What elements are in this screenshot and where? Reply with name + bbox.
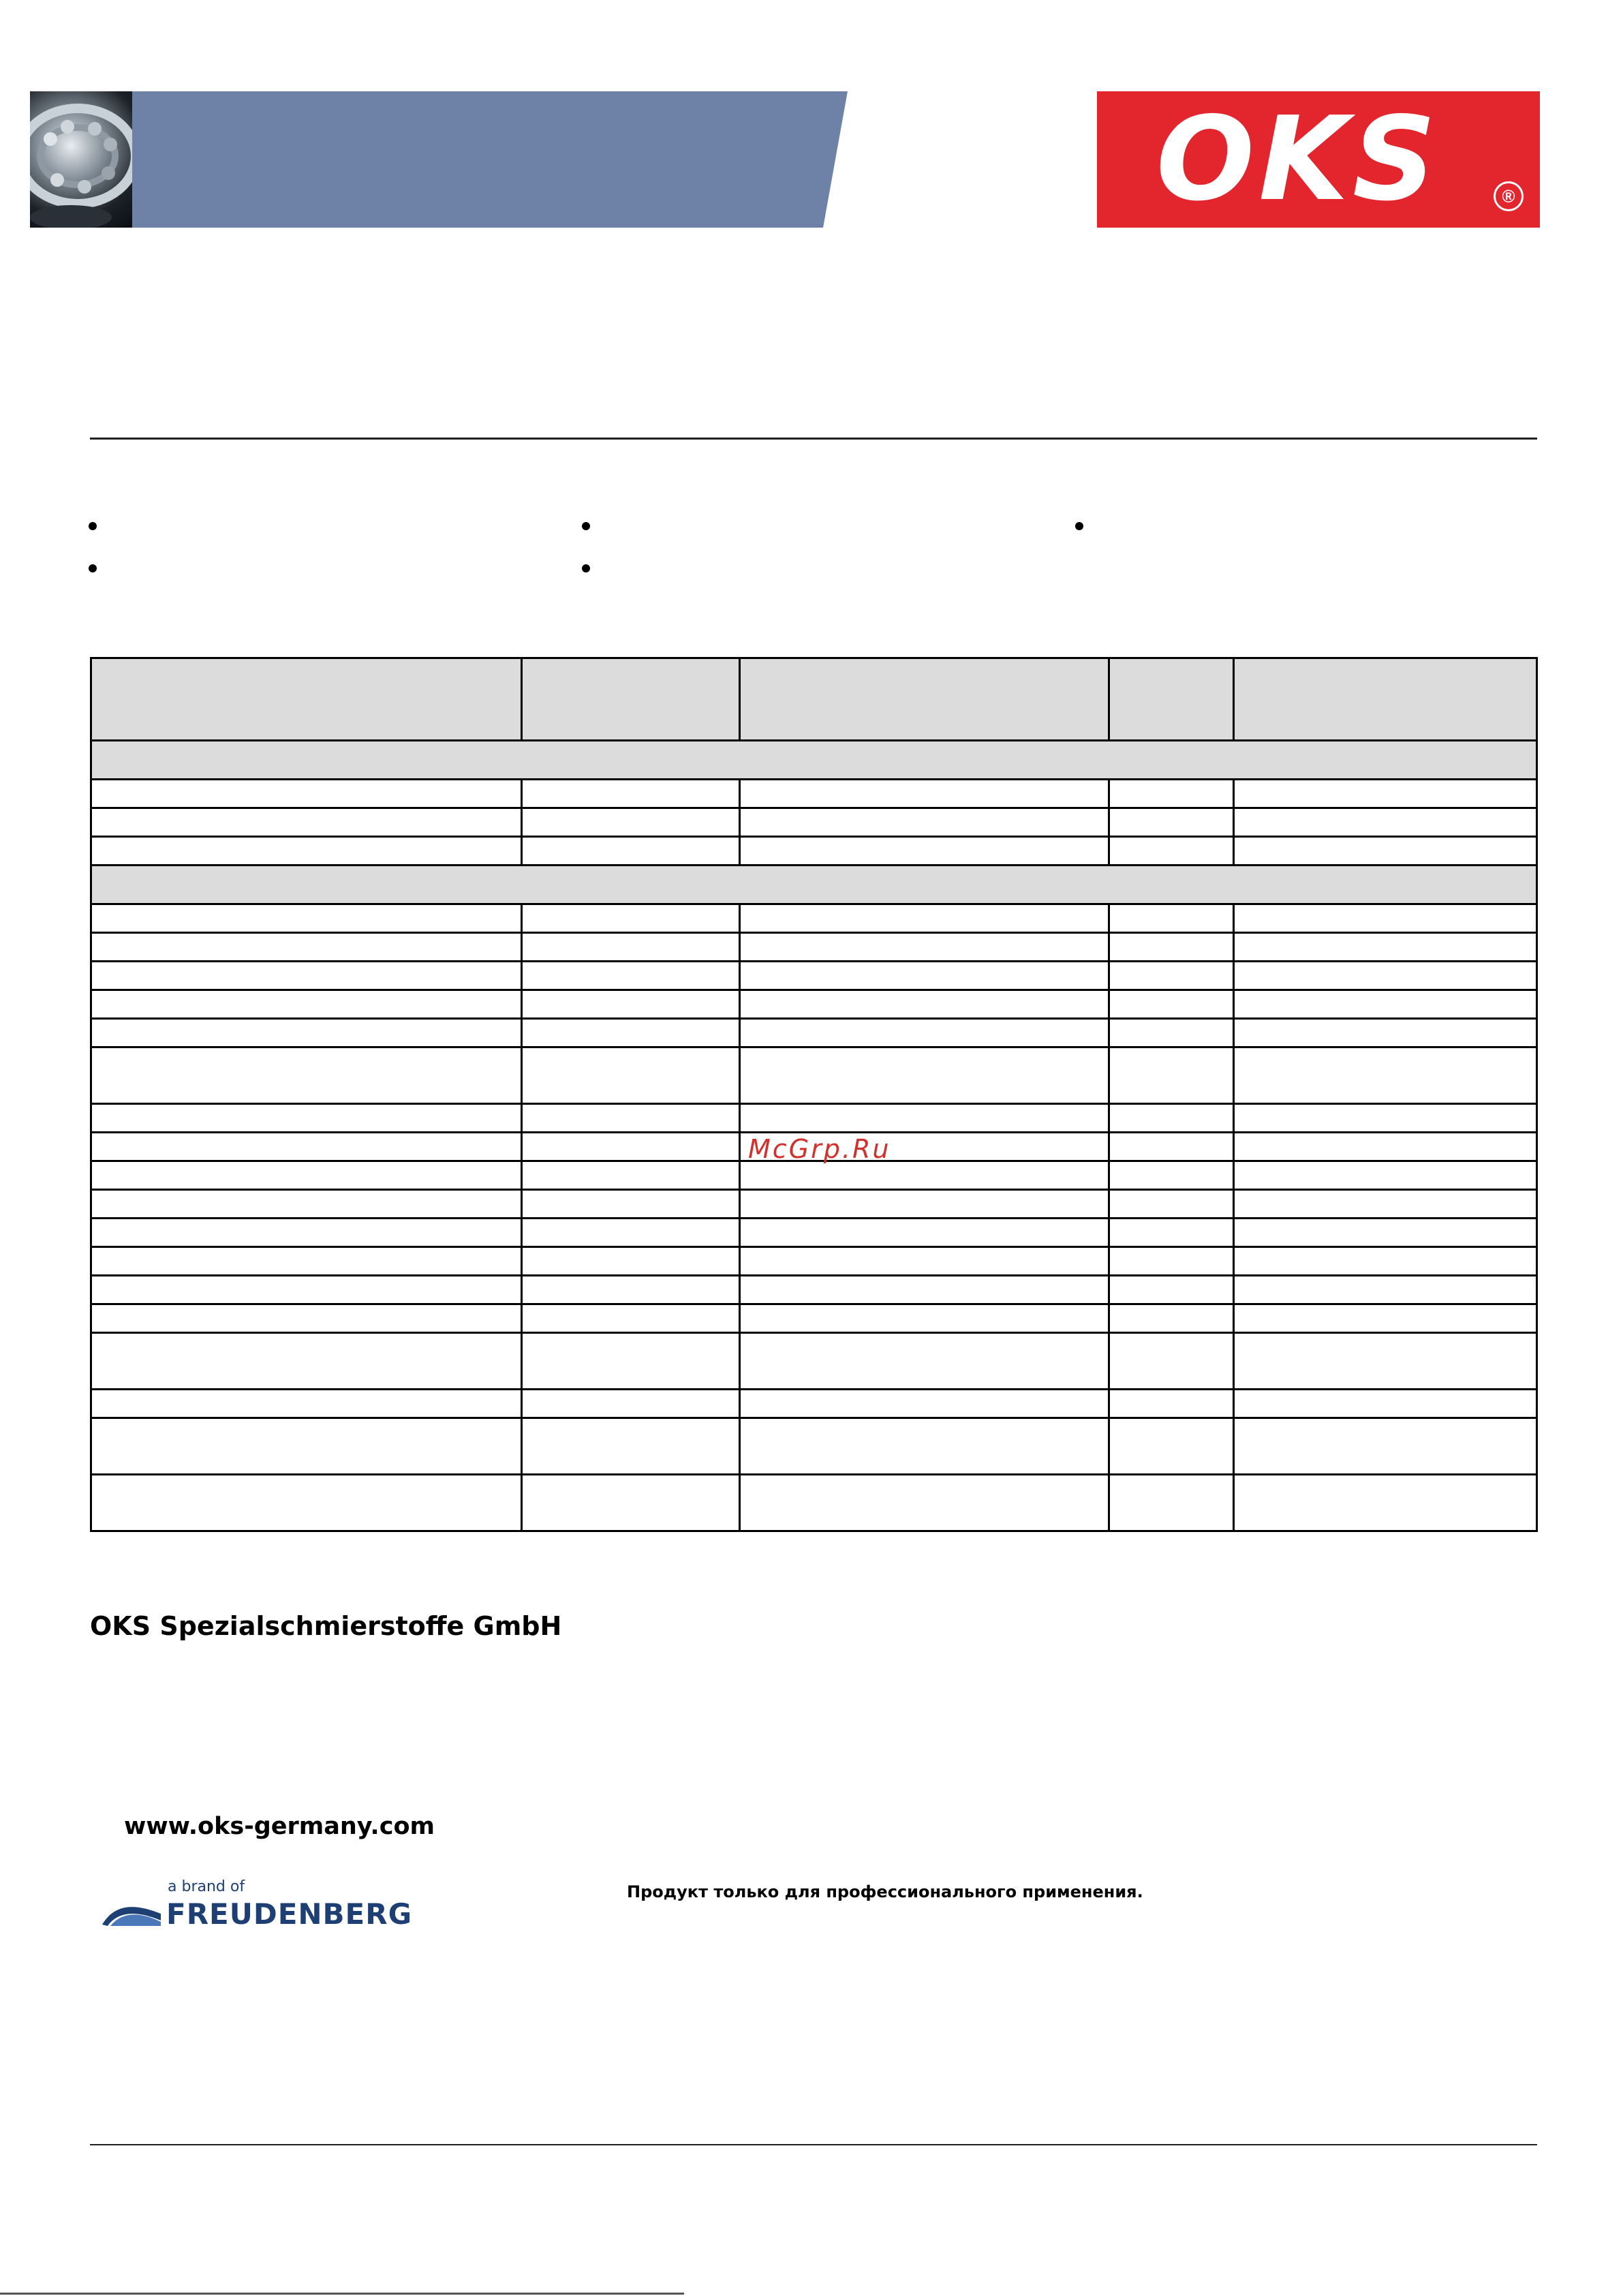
section-row: [91, 866, 1537, 904]
table-row: [91, 1475, 1537, 1531]
table-row: [91, 1190, 1537, 1219]
registered-mark: ®: [1494, 181, 1524, 211]
header-cell: [91, 658, 522, 741]
table-row: [91, 808, 1537, 837]
bullet-1: [89, 522, 97, 530]
header-cell: [1234, 658, 1537, 741]
header-band: [132, 91, 848, 228]
table-row: [91, 933, 1537, 962]
table-row: [91, 1047, 1537, 1104]
header-cell: [740, 658, 1109, 741]
table-row: [91, 962, 1537, 990]
bullet-2: [89, 564, 97, 572]
header-cell: [522, 658, 740, 741]
company-name: OKS Spezialschmierstoffe GmbH: [90, 1611, 562, 1641]
disclaimer: Продукт только для профессионального применения.: [627, 1882, 1143, 1901]
footer-divider: [90, 2144, 1537, 2145]
table-row: [91, 1019, 1537, 1047]
section-row: [91, 741, 1537, 780]
bearing-photo: [30, 91, 132, 228]
bullet-5: [1075, 522, 1083, 530]
spec-table: [90, 657, 1538, 1532]
table-row: [91, 1333, 1537, 1390]
oks-logo: [1097, 91, 1540, 228]
bottom-edge-line: [0, 2293, 684, 2295]
brand-of-label: a brand of: [168, 1878, 245, 1895]
table-row: [91, 1276, 1537, 1304]
table-row: [91, 990, 1537, 1019]
freudenberg-wave-icon: [101, 1900, 162, 1927]
table-row: [91, 837, 1537, 866]
table-row: [91, 1219, 1537, 1247]
table-row: [91, 780, 1537, 808]
table-header: [91, 658, 1537, 741]
oks-logo-text: OKS: [1156, 92, 1440, 227]
table-row: [91, 1390, 1537, 1418]
website-link[interactable]: www.oks-germany.com: [124, 1813, 435, 1840]
table-row: [91, 1304, 1537, 1333]
bullet-4: [582, 564, 590, 572]
bullet-3: [582, 522, 590, 530]
header-cell: [1109, 658, 1234, 741]
watermark: McGrp.Ru: [748, 1134, 891, 1164]
title-divider: [90, 438, 1537, 440]
table-row: [91, 904, 1537, 933]
table-row: [91, 1418, 1537, 1475]
table-row: [91, 1247, 1537, 1276]
freudenberg-name: FREUDENBERG: [166, 1897, 413, 1931]
table-row: [91, 1104, 1537, 1133]
table-row: [91, 1161, 1537, 1190]
